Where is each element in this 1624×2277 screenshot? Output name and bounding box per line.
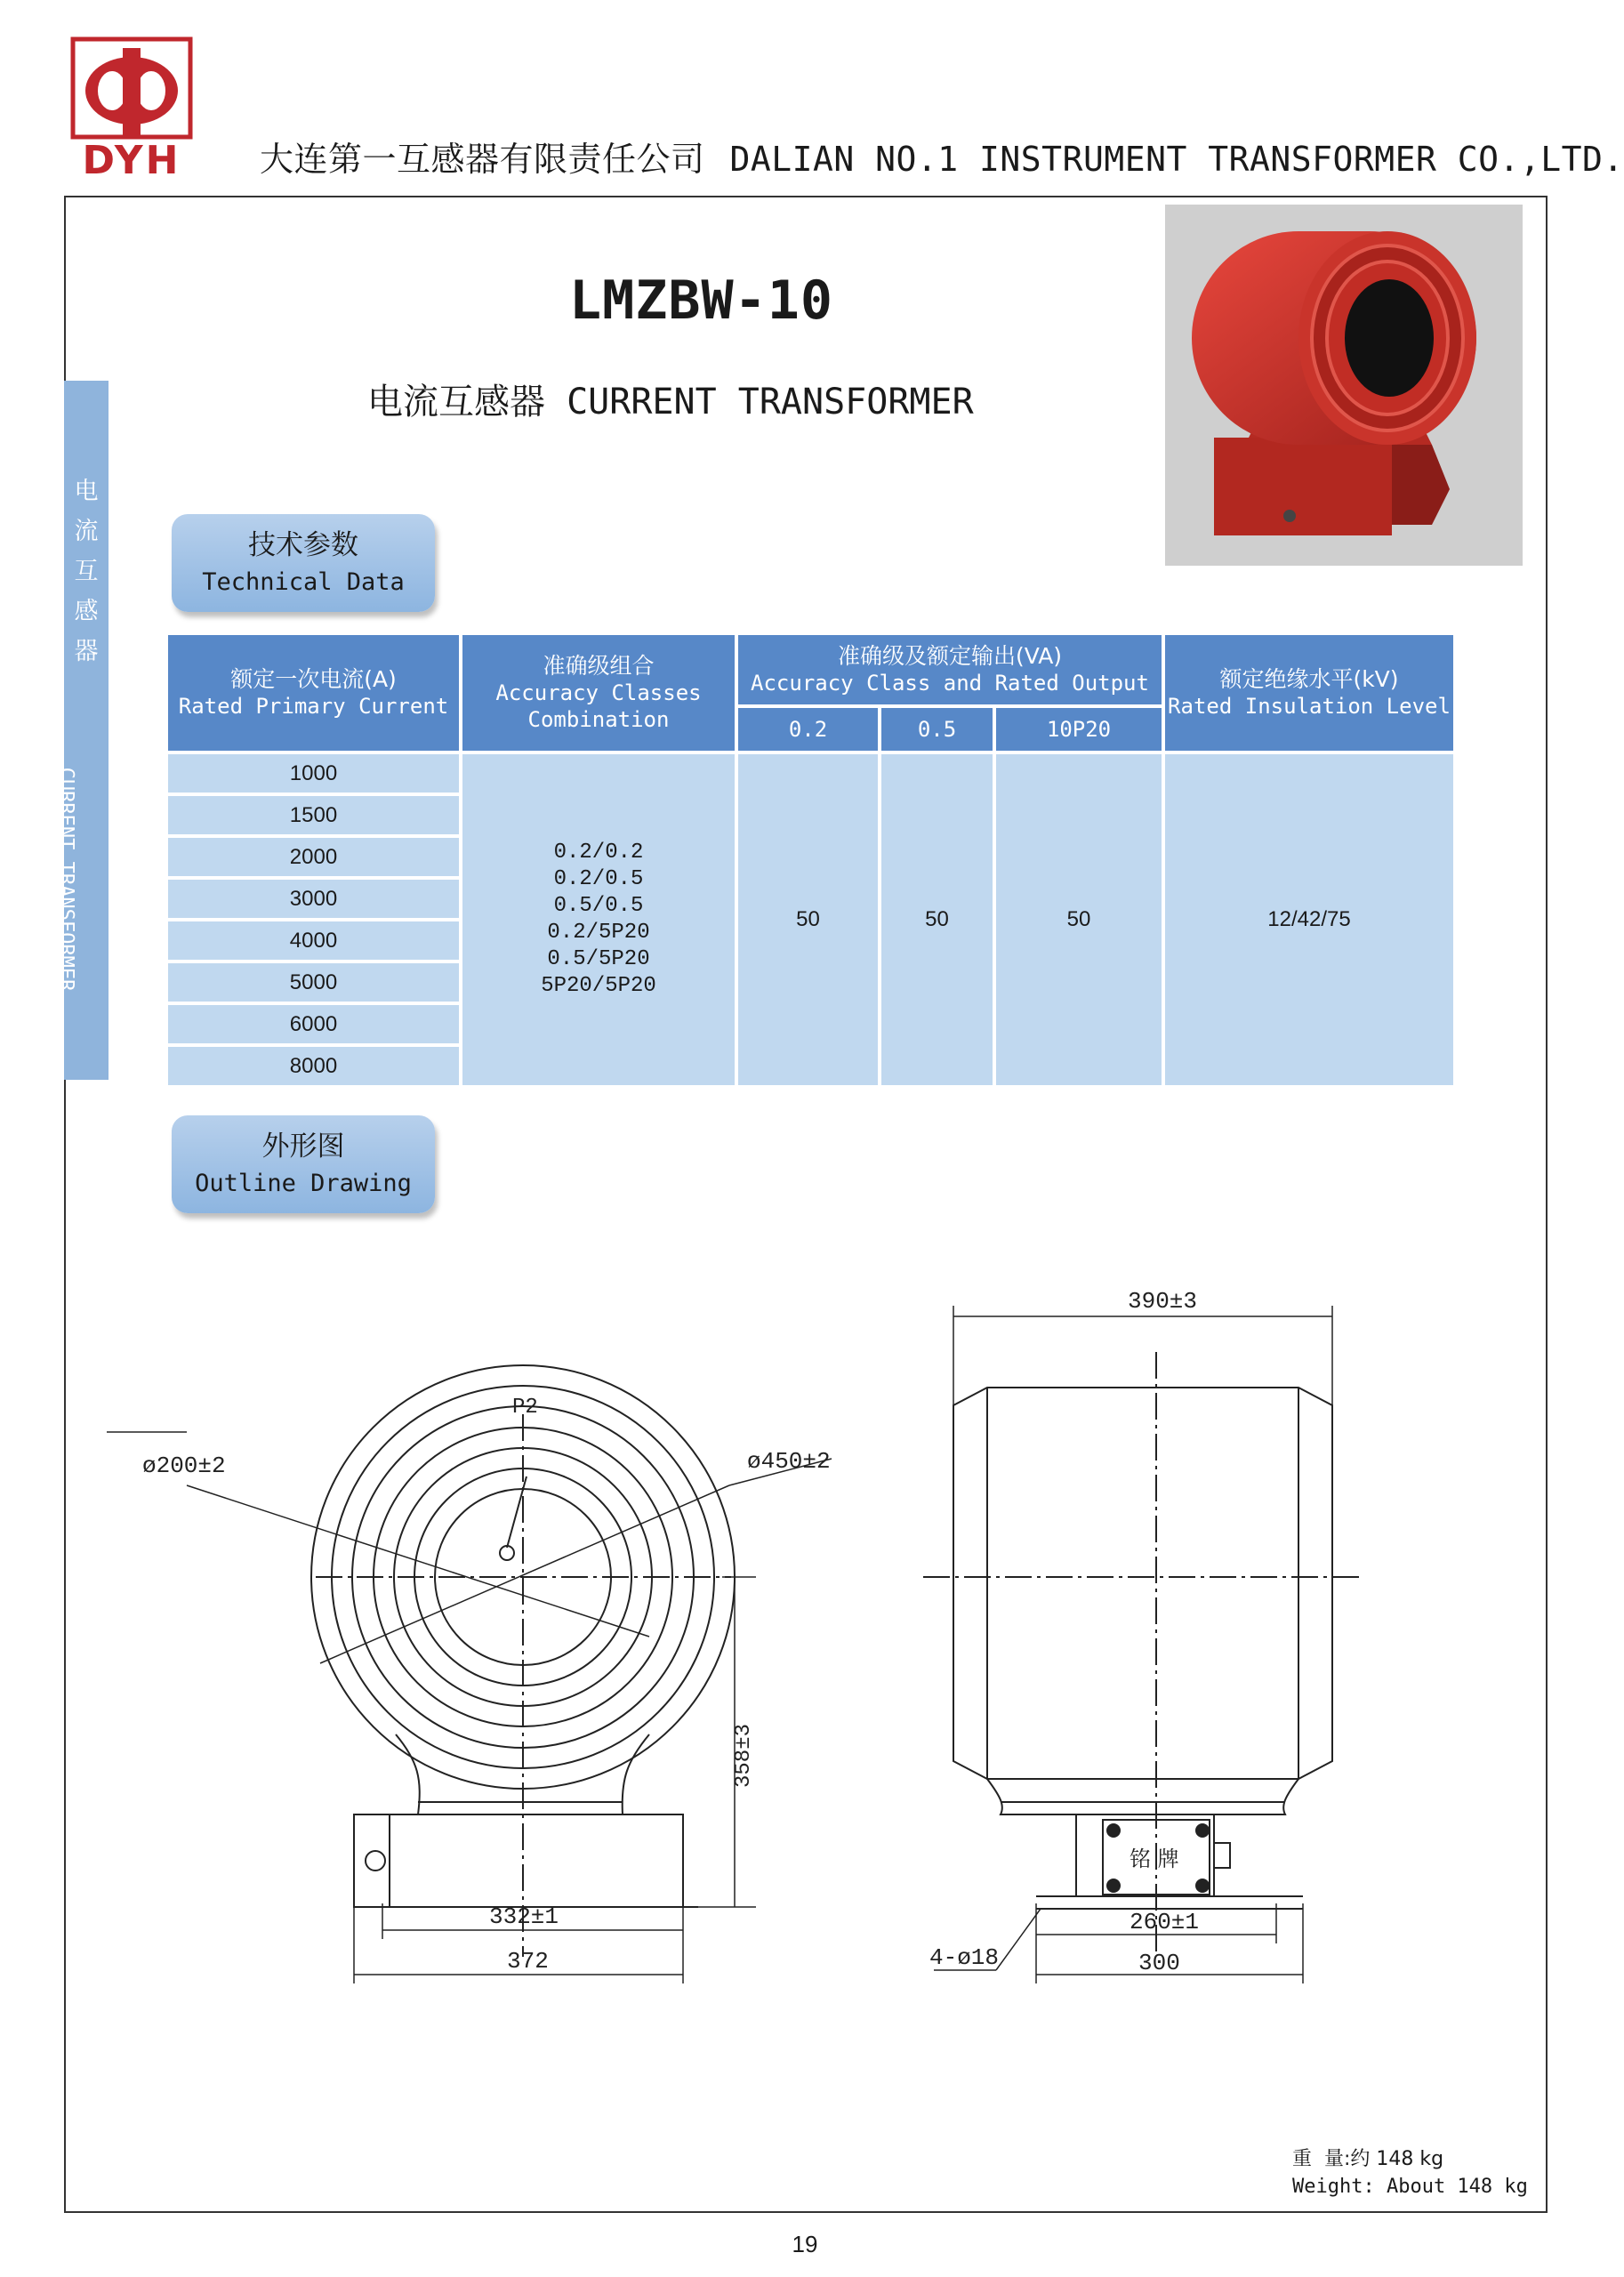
weight-value-cn: 约 148 kg: [1350, 2148, 1444, 2170]
accuracy-combo-item: 0.2/5P20: [547, 921, 650, 945]
accuracy-combo-item: 0.5/0.5: [553, 894, 644, 918]
weight-label-cn: 重 量:: [1292, 2148, 1351, 2170]
side-tab-label-en: CURRENT TRANSFORMER: [54, 767, 77, 992]
col-accuracy-combo-header: [462, 635, 735, 751]
section-technical-title-cn: 技术参数: [248, 529, 358, 561]
dim-holes: 4-ø18: [929, 1944, 1000, 1971]
subheader-10p20: 10P20: [996, 708, 1162, 751]
dim-height: 358±3: [732, 1723, 756, 1788]
col-insulation-header: [1165, 635, 1453, 751]
subheader-0-2: 0.2: [738, 708, 878, 751]
product-subtitle-cn: 电流互感器: [367, 382, 545, 422]
current-cell: 3000: [168, 880, 459, 918]
side-tab-label-cn: 电流互感器: [74, 478, 99, 665]
current-cell: 6000: [168, 1005, 459, 1043]
side-tab-tail: [64, 1035, 109, 1080]
dim-width-372: 372: [507, 1948, 549, 1975]
outline-drawing: [142, 1281, 1396, 2010]
col-insulation-cn: 额定绝缘水平(kV): [1219, 666, 1399, 692]
output-0-2-cell: 50: [738, 754, 878, 1085]
spec-table: [165, 632, 1457, 1089]
nameplate-label: 铭 牌: [1130, 1847, 1179, 1871]
accuracy-combo-cell: [462, 754, 735, 1085]
col-rated-current-en: Rated Primary Current: [178, 694, 449, 719]
dim-outer-diameter: ø450±2: [747, 1448, 831, 1475]
col-rated-current-header: [168, 635, 459, 751]
col-rated-current-cn: 额定一次电流(A): [230, 666, 397, 692]
section-outline-drawing: [172, 1115, 435, 1213]
product-subtitle: [367, 374, 974, 424]
insulation-cell: 12/42/75: [1165, 754, 1453, 1085]
current-cell: 8000: [168, 1047, 459, 1085]
output-10p20-cell: 50: [996, 754, 1162, 1085]
accuracy-combo-item: 0.2/0.2: [553, 841, 644, 865]
current-cell: 4000: [168, 921, 459, 960]
weight-info: [1292, 2145, 1528, 2201]
col-rated-output-en: Accuracy Class and Rated Output: [751, 671, 1149, 696]
page-number: 19: [792, 2231, 818, 2257]
section-outline-title-en: Outline Drawing: [195, 1170, 412, 1197]
col-insulation-en: Rated Insulation Level: [1168, 694, 1451, 719]
side-view: [923, 1306, 1361, 1983]
current-cell: 2000: [168, 838, 459, 876]
label-p2: P2: [512, 1396, 538, 1420]
section-technical-data: [172, 514, 435, 612]
logo-text: DYH: [82, 138, 181, 183]
output-0-5-cell: 50: [881, 754, 993, 1085]
section-outline-title-cn: 外形图: [261, 1130, 345, 1163]
dim-width-260: 260±1: [1130, 1909, 1200, 1935]
accuracy-combo-item: 0.2/0.5: [553, 867, 644, 891]
dim-width-332: 332±1: [489, 1903, 559, 1930]
current-cell: 5000: [168, 963, 459, 1002]
company-name: [260, 132, 1624, 181]
company-name-cn: 大连第一互感器有限责任公司: [260, 140, 705, 179]
col-rated-output-cn: 准确级及额定输出(VA): [837, 643, 1063, 669]
section-technical-title-en: Technical Data: [202, 568, 405, 596]
accuracy-combo-item: 5P20/5P20: [541, 974, 656, 998]
company-logo: [69, 36, 194, 183]
accuracy-combo-item: 0.5/5P20: [547, 947, 650, 971]
current-cell: 1000: [168, 754, 459, 793]
weight-en: Weight: About 148 kg: [1292, 2176, 1528, 2198]
col-accuracy-combo-cn: 准确级组合: [543, 653, 655, 679]
subheader-0-5: 0.5: [881, 708, 993, 751]
col-rated-output-header: [738, 635, 1162, 704]
product-photo: [1165, 205, 1523, 566]
dim-inner-diameter: ø200±2: [142, 1452, 226, 1479]
company-name-en: DALIAN NO.1 INSTRUMENT TRANSFORMER CO.,LTD.: [729, 140, 1624, 179]
current-cell: 1500: [168, 796, 459, 834]
col-accuracy-combo-en: Accuracy Classes Combination: [495, 680, 702, 732]
product-model: LMZBW-10: [569, 270, 833, 332]
dim-width-300: 300: [1138, 1950, 1180, 1976]
dim-width-390: 390±3: [1128, 1288, 1198, 1315]
product-subtitle-en: CURRENT TRANSFORMER: [567, 382, 974, 422]
